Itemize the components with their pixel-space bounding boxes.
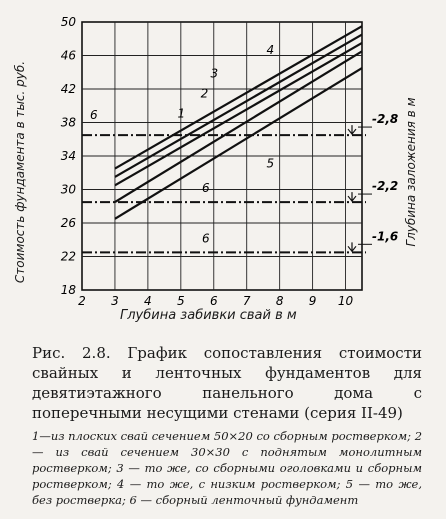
y-tick-label: 18	[60, 283, 76, 297]
series-line-3	[115, 51, 362, 202]
series-label-4: 4	[266, 42, 275, 57]
y-tick-label: 42	[60, 82, 76, 96]
series-label-5: 5	[266, 156, 275, 171]
x-tick-label: 2	[78, 294, 86, 308]
y-tick-label: 34	[60, 149, 76, 163]
y-tick-label: 50	[60, 15, 76, 29]
series-label-2: 2	[200, 86, 209, 101]
x-axis-title: Глубина забивки свай в м	[120, 308, 297, 323]
depth-label: -2,8	[372, 112, 399, 127]
series-label-6: 6	[202, 181, 210, 196]
y-axis-title: Стоимость фундамента в тыс. руб.	[13, 60, 27, 284]
figure-caption: Рис. 2.8. График сопоставления стоимости свайных и ленточных фундаментов для девятиэтажного панельного дома с поперечными несущими стенами (серия II-49)	[32, 344, 422, 422]
legend-text: 1—из плоских свай сечением 50×20 со сборным ростверком; 2 — из свай сечением 30×30 с поднятым монолитным ростверком; 3 — то же, со сборными оголовками и сборным ростверком; 4 — то же, с низким ростверком; 5 — то же, без ростверка; 6 — сборный ленточный фундамент	[32, 429, 423, 507]
depth-arrow-marker	[348, 242, 356, 251]
depth-label: -1,6	[372, 229, 399, 244]
y-tick-label: 30	[60, 182, 76, 197]
series-label-1: 1	[177, 106, 186, 121]
x-tick-label: 9	[308, 294, 317, 308]
x-tick-label: 7	[242, 294, 251, 308]
right-axis-title: Глубина заложения в м	[404, 97, 418, 247]
series-label-3: 3	[210, 66, 219, 81]
depth-arrow-marker	[348, 192, 356, 201]
x-tick-label: 5	[177, 294, 185, 308]
series-line-4	[115, 26, 362, 168]
series-label-6: 6	[90, 108, 98, 123]
y-tick-label: 38	[60, 115, 76, 130]
x-tick-label: 3	[111, 294, 119, 308]
y-tick-label: 46	[60, 48, 76, 63]
series-label-6: 6	[202, 231, 210, 246]
x-tick-label: 4	[144, 294, 152, 308]
series-line-1	[115, 43, 362, 185]
x-tick-label: 6	[209, 294, 218, 308]
y-tick-label: 26	[60, 216, 76, 230]
x-tick-label: 10	[337, 294, 354, 308]
y-tick-label: 22	[60, 249, 76, 264]
series-line-5	[115, 68, 362, 219]
depth-arrow-marker	[348, 125, 356, 134]
x-tick-label: 8	[275, 294, 284, 308]
depth-label: -2,2	[372, 179, 399, 194]
